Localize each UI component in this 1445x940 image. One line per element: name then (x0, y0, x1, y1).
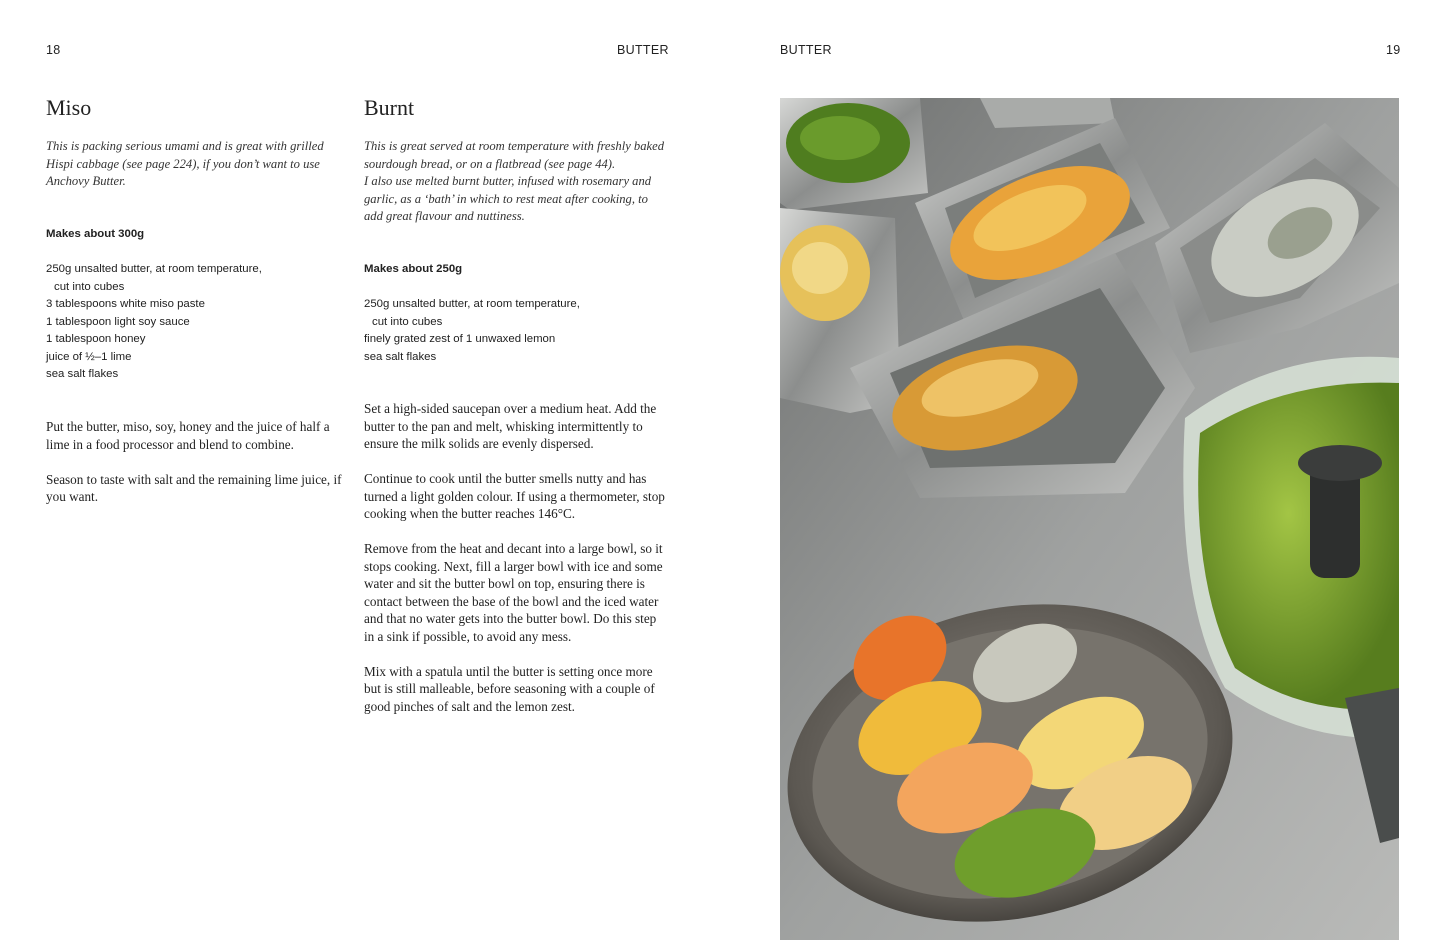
method-step: Season to taste with salt and the remaining lime juice, if you want. (46, 471, 342, 504)
method-step: Put the butter, miso, soy, honey and the juice of half a lime in a food processor and blend to combine. (46, 419, 330, 452)
burnt-ingredient-list (364, 296, 654, 366)
left-running-header: BUTTER (617, 43, 669, 57)
burnt-yield: Makes about 250g (364, 263, 463, 275)
ingredient-item: 250g unsalted butter, at room temperature, (46, 263, 262, 275)
ingredient-item: cut into cubes (54, 280, 125, 293)
method-step: Continue to cook until the butter smells nutty and has turned a light golden colour. If using a thermometer, stop cooking when the butter reaches 146°C. (364, 471, 665, 521)
ingredient-item: sea salt flakes (46, 368, 119, 380)
ingredient-item: 1 tablespoon honey (46, 333, 146, 345)
burnt-title: Burnt (364, 95, 415, 120)
method-step: Set a high-sided saucepan over a medium heat. Add the butter to the pan and melt, whisking intermittently to ensure the milk solids are evenly dispersed. (364, 401, 657, 451)
burnt-method (364, 400, 666, 733)
ingredient-item: 250g unsalted butter, at room temperature, (364, 298, 580, 310)
miso-yield: Makes about 300g (46, 228, 145, 240)
method-step: Remove from the heat and decant into a large bowl, so it stops cooking. Next, fill a larger bowl with ice and some water and sit the butter bowl on top, ensuring there is contact between the base of the bowl and the iced water and that no water gets into the butter bowl. Do this step in a sink if possible, to avoid any mess. (364, 541, 663, 644)
ingredient-item: 3 tablespoons white miso paste (46, 298, 205, 310)
butters-photo (780, 98, 1399, 940)
burnt-intro (364, 138, 664, 226)
ingredient-item: finely grated zest of 1 unwaxed lemon (364, 333, 556, 345)
green-butter-container (780, 98, 928, 210)
miso-method (46, 418, 342, 523)
ingredient-item: cut into cubes (372, 315, 443, 328)
miso-intro: This is packing serious umami and is great with grilled Hispi cabbage (see page 224), if you don’t want to use Anchovy Butter. (46, 139, 324, 189)
burnt-intro-line-1: This is great served at room temperature with freshly baked sourdough bread, or on a flatbread (see page 44). (364, 139, 664, 171)
burnt-intro-line-2: I also use melted burnt butter, infused with rosemary and garlic, as a ‘bath’ in which to rest meat after cooking, to add great flavour and nuttiness. (364, 174, 652, 224)
right-running-header: BUTTER (780, 43, 832, 57)
ingredient-item: juice of ½–1 lime (46, 350, 132, 363)
right-page-number: 19 (1386, 43, 1401, 57)
miso-ingredient-list (46, 261, 336, 384)
ingredient-item: sea salt flakes (364, 350, 437, 363)
miso-title: Miso (46, 95, 92, 120)
back-container (980, 98, 1115, 128)
ingredient-item: 1 tablespoon light soy sauce (46, 315, 190, 328)
left-page-number: 18 (46, 43, 61, 57)
method-step: Mix with a spatula until the butter is setting once more but is still malleable, before seasoning with a couple of good pinches of salt and the lemon zest. (364, 663, 655, 714)
